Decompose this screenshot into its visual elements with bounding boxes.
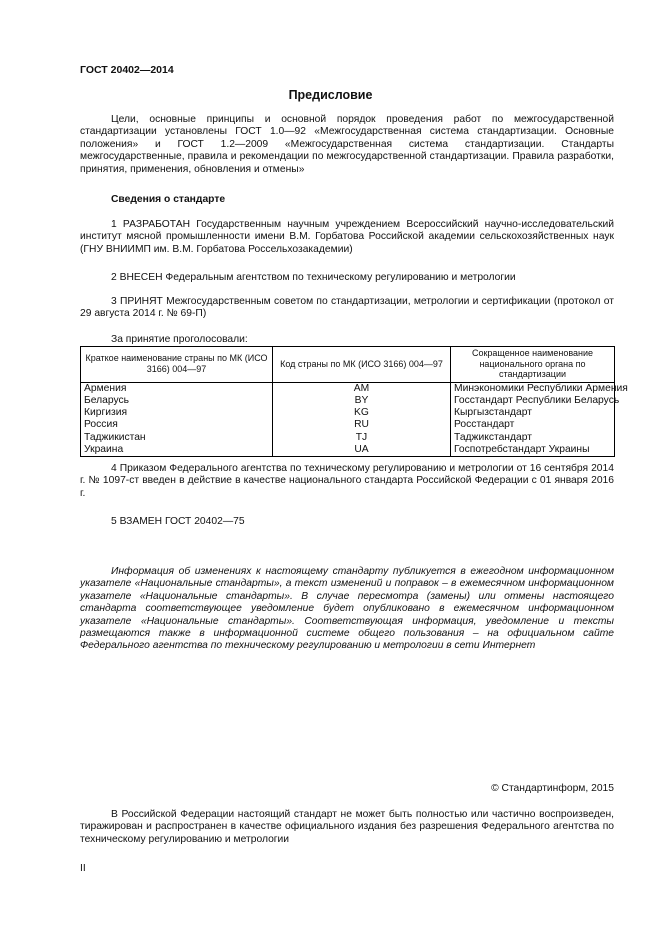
item-introduced	[80, 272, 614, 284]
item-developed-text: 1 РАЗРАБОТАН Государственным научным учреждением Всероссийский научно-исследовательский институт мясной промышленности имени В.М. Горбатова Российской академии сельскохозяйственных наук (ГНУ ВНИИМП им. В.М. Горбатова Россельхозакадемии)	[80, 219, 614, 255]
item-adopted-text: 3 ПРИНЯТ Межгосударственным советом по стандартизации, метрологии и сертификации (протокол от 29 августа 2014 г. № 69-П)	[80, 296, 614, 320]
document-code: ГОСТ 20402—2014	[80, 64, 174, 76]
voting-table	[80, 346, 628, 457]
table-row	[81, 382, 615, 395]
header-country: Краткое наименование страны по МК (ИСО 3166) 004—97	[81, 347, 273, 383]
table-row	[81, 407, 615, 419]
code-cell: BY	[273, 395, 451, 407]
body-cell: Госпотребстандарт Украины	[451, 444, 615, 457]
country-cell: Украина	[81, 444, 273, 457]
header-body: Сокращенное наименование национального органа по стандартизации	[451, 347, 615, 383]
code-cell: KG	[273, 407, 451, 419]
body-cell: Госстандарт Республики Беларусь	[451, 395, 615, 407]
table-row	[81, 432, 615, 444]
item-replaces	[80, 516, 614, 528]
intro-paragraph	[80, 114, 614, 176]
item-adopted	[80, 296, 614, 321]
code-cell: UA	[273, 444, 451, 457]
intro-text: Цели, основные принципы и основной порядок проведения работ по межгосударственной стандартизации установлены ГОСТ 1.0—92 «Межгосударственная система стандартизации. Основные положения» и ГОСТ 1.2—2009 «Межгосударственная система стандартизации. Стандарты межгосударственные, правила и рекомендации по межгосударственной стандартизации. Правила разработки, принятия, применения, обновления и отмены»	[80, 114, 614, 175]
voting-table-header	[81, 347, 615, 383]
body-cell: Кыргызстандарт	[451, 407, 615, 419]
code-cell: RU	[273, 419, 451, 431]
reproduction-notice	[80, 809, 614, 846]
country-cell: Армения	[81, 382, 273, 395]
item-order-text: 4 Приказом Федерального агентства по техническому регулированию и метрологии от 16 сентября 2014 г. № 1097-ст введен в действие в качестве национального стандарта Российской Федерации с 01 января 2016 г.	[80, 463, 614, 499]
country-cell: Таджикистан	[81, 432, 273, 444]
code-cell: AM	[273, 382, 451, 395]
copyright: © Стандартинформ, 2015	[491, 783, 614, 794]
header-code: Код страны по МК (ИСО 3166) 004—97	[273, 347, 451, 383]
page-title: Предисловие	[288, 88, 373, 102]
table-row	[81, 395, 615, 407]
body-cell: Росстандарт	[451, 419, 615, 431]
item-order	[80, 463, 614, 500]
about-heading: Сведения о стандарте	[111, 194, 226, 205]
item-developed	[80, 219, 614, 256]
country-cell: Киргизия	[81, 407, 273, 419]
item-replaces-text: 5 ВЗАМЕН ГОСТ 20402—75	[111, 516, 245, 527]
item-introduced-text: 2 ВНЕСЕН Федеральным агентством по техническому регулированию и метрологии	[111, 272, 516, 283]
body-cell: Таджикстандарт	[451, 432, 615, 444]
country-cell: Россия	[81, 419, 273, 431]
info-notice-text: Информация об изменениях к настоящему стандарту публикуется в ежегодном информационном указателе «Национальные стандарты», а текст изменений и поправок – в ежемесячном информационном указателе «Национальные стандарты». В случае пересмотра (замены) или отмены настоящего стандарта соответствующее уведомление будет опубликовано в ежемесячном информационном указателе «Национальные стандарты». Соответствующая информация, уведомление и тексты размещаются также в информационной системе общего пользования – на официальном сайте Федерального агентства по техническому регулированию и метрологии в сети Интернет	[80, 566, 614, 652]
page-number: II	[80, 863, 86, 874]
vote-label: За принятие проголосовали:	[111, 334, 248, 345]
code-cell: TJ	[273, 432, 451, 444]
table-row	[81, 419, 615, 431]
info-notice	[80, 566, 614, 653]
table-row	[81, 444, 615, 457]
body-cell: Минэкономики Республики Армения	[451, 382, 615, 395]
country-cell: Беларусь	[81, 395, 273, 407]
reproduction-notice-text: В Российской Федерации настоящий стандарт не может быть полностью или частично воспроизведен, тиражирован и распространен в качестве официального издания без разрешения Федерального агентства по техническому регулированию и метрологии	[80, 809, 614, 845]
